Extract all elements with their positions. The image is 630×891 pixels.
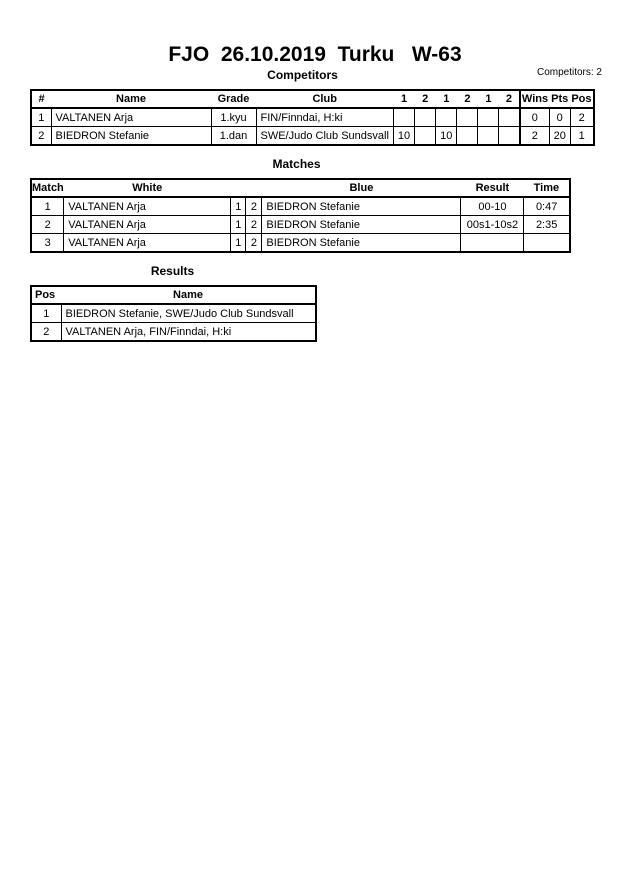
match-white-num: 1 — [231, 216, 246, 234]
competitor-grade: 1.dan — [211, 127, 256, 146]
match-result — [461, 234, 524, 253]
score-cell — [457, 108, 478, 127]
competitor-grade: 1.kyu — [211, 108, 256, 127]
col-header-score3: 1 — [436, 90, 457, 108]
competitor-number: 2 — [31, 127, 51, 146]
match-white-name: VALTANEN Arja — [64, 197, 231, 216]
col-header-blue-num — [246, 179, 262, 197]
match-result: 00s1-10s2 — [461, 216, 524, 234]
col-header-pos: Pos — [570, 90, 593, 108]
competitor-club: FIN/Finndai, H:ki — [256, 108, 393, 127]
competitor-wins: 2 — [520, 127, 549, 146]
matches-header-row — [31, 179, 570, 197]
match-white-name: VALTANEN Arja — [64, 216, 231, 234]
competitor-name: VALTANEN Arja — [51, 108, 211, 127]
competitor-row — [31, 127, 594, 146]
col-header-name: Name — [51, 90, 211, 108]
score-cell: 10 — [393, 127, 414, 146]
col-header-club: Club — [256, 90, 393, 108]
col-header-wins: Wins — [520, 90, 549, 108]
match-white-num: 1 — [231, 234, 246, 253]
result-name: BIEDRON Stefanie, SWE/Judo Club Sundsvall — [61, 304, 316, 323]
competitor-pos: 2 — [570, 108, 593, 127]
score-cell — [457, 127, 478, 146]
competitors-header-row — [31, 90, 594, 108]
col-header-score4: 2 — [457, 90, 478, 108]
competitor-pts: 20 — [549, 127, 570, 146]
score-cell — [415, 127, 436, 146]
match-result: 00-10 — [461, 197, 524, 216]
competitors-table — [30, 89, 595, 146]
match-white-num: 1 — [231, 197, 246, 216]
col-header-result: Result — [461, 179, 524, 197]
match-white-name: VALTANEN Arja — [64, 234, 231, 253]
match-row — [31, 234, 570, 253]
score-cell — [393, 108, 414, 127]
matches-table — [30, 178, 571, 253]
competitor-wins: 0 — [520, 108, 549, 127]
match-blue-name: BIEDRON Stefanie — [262, 216, 461, 234]
match-time: 0:47 — [524, 197, 570, 216]
score-cell — [415, 108, 436, 127]
col-header-score1: 1 — [393, 90, 414, 108]
match-blue-name: BIEDRON Stefanie — [262, 234, 461, 253]
col-header-pos: Pos — [31, 286, 61, 304]
page-title: FJO 26.10.2019 Turku W-63 — [168, 43, 462, 66]
match-blue-name: BIEDRON Stefanie — [262, 197, 461, 216]
match-row — [31, 197, 570, 216]
col-header-time: Time — [524, 179, 570, 197]
col-header-match: Match — [31, 179, 64, 197]
match-blue-num: 2 — [246, 197, 262, 216]
col-header-name: Name — [61, 286, 316, 304]
competitors-heading: Competitors — [267, 68, 338, 82]
match-number: 3 — [31, 234, 64, 253]
result-row — [31, 323, 316, 342]
col-header-score5: 1 — [478, 90, 499, 108]
score-cell: 10 — [436, 127, 457, 146]
match-number: 2 — [31, 216, 64, 234]
competitors-count: Competitors: 2 — [536, 67, 602, 78]
competitor-pos: 1 — [570, 127, 593, 146]
competitor-number: 1 — [31, 108, 51, 127]
competitor-pts: 0 — [549, 108, 570, 127]
match-time — [524, 234, 570, 253]
result-pos: 2 — [31, 323, 61, 342]
col-header-score6: 2 — [499, 90, 520, 108]
col-header-white-num — [231, 179, 246, 197]
col-header-blue: Blue — [262, 179, 461, 197]
results-table — [30, 285, 317, 342]
col-header-white: White — [64, 179, 231, 197]
col-header-score2: 2 — [415, 90, 436, 108]
result-name: VALTANEN Arja, FIN/Finndai, H:ki — [61, 323, 316, 342]
match-blue-num: 2 — [246, 234, 262, 253]
competitor-name: BIEDRON Stefanie — [51, 127, 211, 146]
score-cell — [478, 127, 499, 146]
score-cell — [499, 108, 520, 127]
result-row — [31, 304, 316, 323]
match-time: 2:35 — [524, 216, 570, 234]
competitor-row — [31, 108, 594, 127]
results-heading: Results — [150, 264, 195, 278]
competitor-club: SWE/Judo Club Sundsvall — [256, 127, 393, 146]
match-number: 1 — [31, 197, 64, 216]
col-header-grade: Grade — [211, 90, 256, 108]
score-cell — [499, 127, 520, 146]
col-header-num: # — [31, 90, 51, 108]
result-pos: 1 — [31, 304, 61, 323]
match-row — [31, 216, 570, 234]
match-blue-num: 2 — [246, 216, 262, 234]
score-cell — [436, 108, 457, 127]
col-header-pts: Pts — [549, 90, 570, 108]
results-header-row — [31, 286, 316, 304]
matches-heading: Matches — [272, 157, 321, 171]
score-cell — [478, 108, 499, 127]
